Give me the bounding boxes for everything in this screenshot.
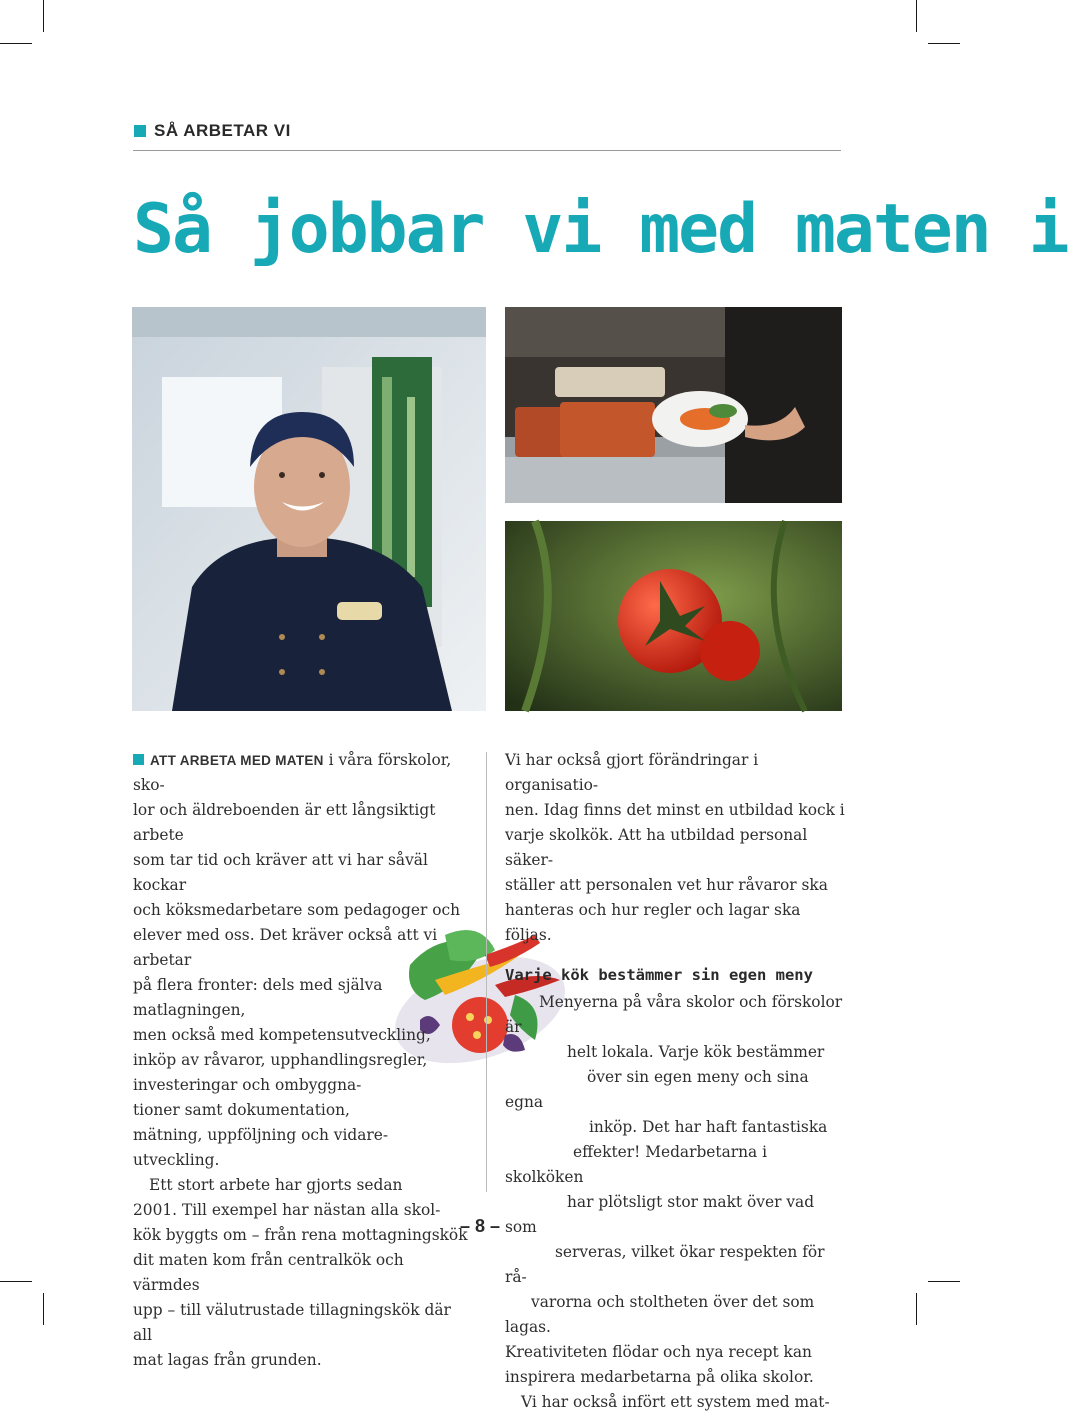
text-line: i våra förskolor, sko-: [133, 751, 452, 794]
text-line: på flera fronter: dels med själva matlagningen,: [133, 976, 383, 1019]
section-label: SÅ ARBETAR VI: [154, 121, 291, 140]
column-divider: [486, 752, 487, 1192]
chef-photo: [132, 307, 486, 711]
text-line: utveckling.: [133, 1151, 220, 1169]
text-line: har plötsligt stor makt över vad som: [505, 1193, 815, 1236]
crop-mark: [0, 43, 32, 44]
lead-text: ATT ARBETA MED MATEN: [150, 753, 324, 768]
text-line: elever med oss. Det kräver också att vi arbetar: [133, 926, 438, 969]
text-line: Ett stort arbete har gjorts sedan: [149, 1176, 403, 1194]
text-line: investeringar och ombyggna-: [133, 1076, 362, 1094]
text-line: upp – till välutrustade tillagningskök där all: [133, 1301, 451, 1344]
text-line: kök byggts om – från rena mottagningskök: [133, 1226, 468, 1244]
text-line: tioner samt dokumentation,: [133, 1101, 350, 1119]
subheading: Varje kök bestämmer sin egen meny: [505, 966, 813, 984]
crop-mark: [916, 1293, 917, 1325]
text-line: och köksmedarbetare som pedagoger och: [133, 901, 461, 919]
text-line: mätning, uppföljning och vidare-: [133, 1126, 389, 1144]
text-line: 2001. Till exempel har nästan alla skol-: [133, 1201, 441, 1219]
text-line: inspirera medarbetarna på olika skolor.: [505, 1368, 814, 1386]
right-paragraph-2: [505, 990, 845, 1415]
crop-mark: [0, 1281, 32, 1282]
crop-mark: [43, 0, 44, 32]
text-line: Kreativiteten flödar och nya recept kan: [505, 1343, 812, 1361]
text-line: Menyerna på våra skolor och förskolor är: [505, 993, 843, 1036]
left-paragraph-2: [133, 1173, 473, 1373]
lead-square-icon: [133, 754, 144, 765]
crop-mark: [916, 0, 917, 32]
left-text-column: [133, 748, 473, 1373]
text-line: helt lokala. Varje kök bestämmer: [567, 1043, 825, 1061]
text-line: Vi har också infört ett system med mat-: [521, 1393, 830, 1411]
text-line: ställer att personalen vet hur råvaror ska: [505, 876, 828, 894]
text-line: varje skolkök. Att ha utbildad personal säker-: [505, 826, 808, 869]
serving-photo: [505, 307, 842, 503]
page-title: Så jobbar vi med maten i: [133, 190, 1068, 269]
right-text-column: [505, 748, 845, 1415]
text-line: mat lagas från grunden.: [133, 1351, 322, 1369]
text-line: lor och äldreboenden är ett långsiktigt arbete: [133, 801, 436, 844]
text-line: dit maten kom från centralkök och värmdes: [133, 1251, 404, 1294]
text-line: Vi har också gjort förändringar i organisatio-: [505, 751, 759, 794]
text-line: nen. Idag finns det minst en utbildad kock i: [505, 801, 845, 819]
text-line: men också med kompetensutveckling,: [133, 1026, 431, 1044]
section-rule: [133, 150, 841, 151]
text-line: varorna och stoltheten över det som lagas.: [505, 1293, 815, 1336]
text-line: som tar tid och kräver att vi har såväl kockar: [133, 851, 428, 894]
left-paragraph-1: [133, 748, 473, 1173]
text-line: över sin egen meny och sina egna: [505, 1068, 809, 1111]
text-line: inköp. Det har haft fantastiska: [589, 1118, 828, 1136]
text-line: inköp av råvaror, upphandlingsregler,: [133, 1051, 428, 1069]
text-line: serveras, vilket ökar respekten för rå-: [505, 1243, 825, 1286]
text-line: hanteras och hur regler och lagar ska följas.: [505, 901, 801, 944]
crop-mark: [43, 1293, 44, 1325]
section-header: [134, 121, 291, 141]
crop-mark: [928, 1281, 960, 1282]
section-square-icon: [134, 125, 146, 137]
crop-mark: [928, 43, 960, 44]
text-line: effekter! Medarbetarna i skolköken: [505, 1143, 768, 1186]
page-number: – 8 –: [459, 1216, 501, 1236]
right-paragraph-1: [505, 748, 845, 948]
tomato-photo: [505, 521, 842, 711]
